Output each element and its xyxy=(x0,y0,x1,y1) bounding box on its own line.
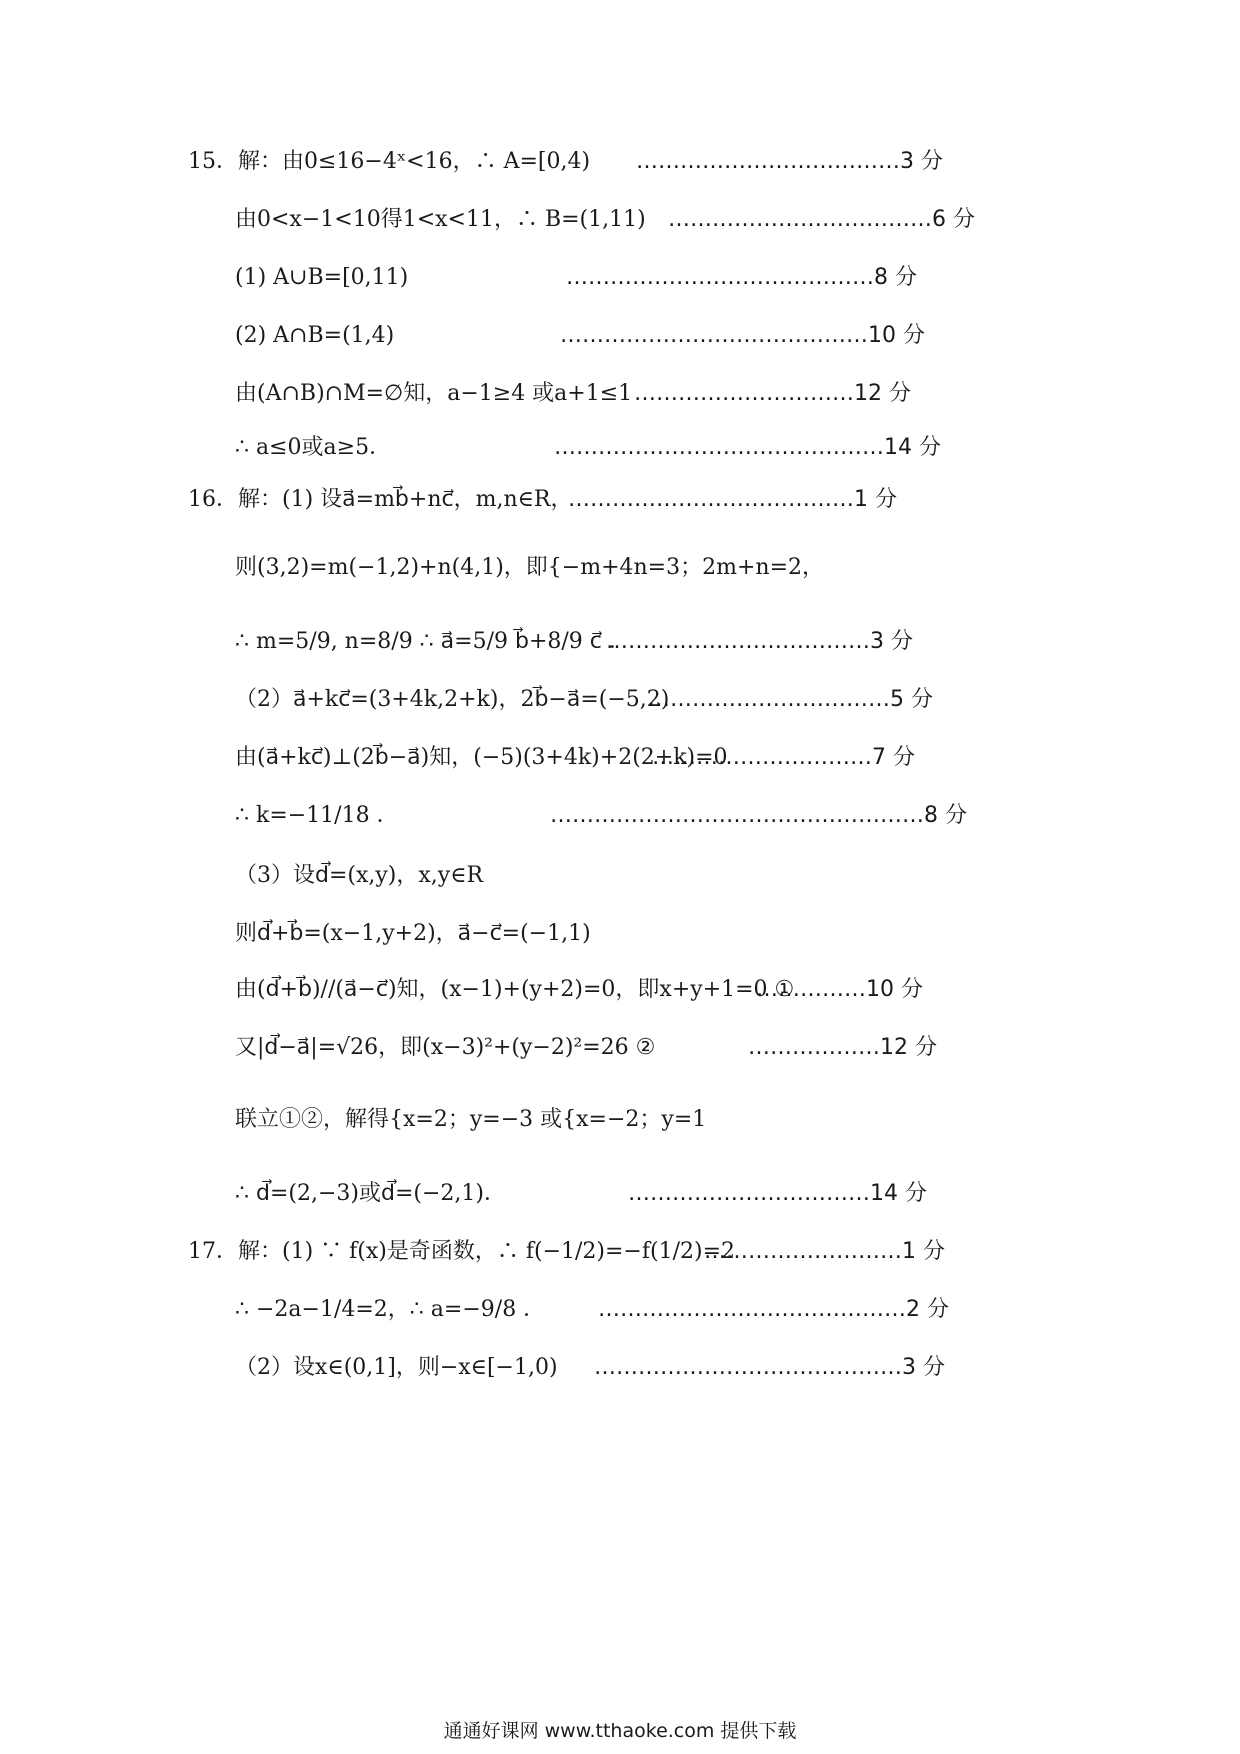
solution-text: (2) A∩B=(1,4) xyxy=(235,323,395,348)
score-marker: ……………………………5 分 xyxy=(648,687,933,712)
solution-line-16-12 xyxy=(0,1174,1240,1214)
score-marker: ……………………………………8 分 xyxy=(566,265,917,290)
solution-text: ∴ d⃗=(2,−3)或d⃗=(−2,1)． xyxy=(235,1181,506,1206)
score-marker: …………………………12 分 xyxy=(634,381,911,406)
solution-line-15-6 xyxy=(0,428,1240,468)
score-marker: ………………………1 分 xyxy=(704,1239,945,1264)
solution-text: 联立①②，解得{x=2；y=−3 或{x=−2；y=1 xyxy=(235,1107,707,1132)
solution-line-16-8 xyxy=(0,914,1240,954)
solution-line-16-10 xyxy=(0,1028,1240,1068)
solution-line-15-5 xyxy=(0,374,1240,414)
score-marker: …………………………7 分 xyxy=(652,745,915,770)
solution-text: （2）设x∈(0,1]，则−x∈[−1,0) xyxy=(235,1355,558,1380)
solution-line-15-4 xyxy=(0,316,1240,356)
score-marker: ………………………………………14 分 xyxy=(554,435,941,460)
solution-text: 由(d⃗+b⃗)//(a⃗−c⃗)知，(x−1)+(y+2)=0，即x+y+1=0 ① xyxy=(235,977,795,1002)
solution-line-16-7 xyxy=(0,856,1240,896)
solution-line-16-9 xyxy=(0,970,1240,1010)
score-marker: ……………………………………………8 分 xyxy=(550,803,967,828)
solution-line-17-1 xyxy=(0,1232,1240,1272)
solution-text: 则d⃗+b⃗=(x−1,y+2)，a⃗−c⃗=(−1,1) xyxy=(235,921,591,946)
solution-text: 由(A∩B)∩M=∅知，a−1≥4 或a+1≤1 xyxy=(235,381,633,406)
solution-line-16-4 xyxy=(0,680,1240,720)
score-marker: ……………10 分 xyxy=(756,977,923,1002)
score-marker: ………………………………3 分 xyxy=(606,629,913,654)
score-marker: ……………………………………2 分 xyxy=(598,1297,949,1322)
solution-text: 16．解：(1) 设a⃗=mb⃗+nc⃗，m,n∈R， xyxy=(188,487,573,512)
solution-text: ∴ k=−11/18 ． xyxy=(235,803,399,828)
solution-line-16-5 xyxy=(0,738,1240,778)
solution-text: （3）设d⃗=(x,y)，x,y∈R xyxy=(235,863,484,888)
solution-text: 17．解：(1) ∵ f(x)是奇函数，∴ f(−1/2)=−f(1/2)=2 xyxy=(188,1239,736,1264)
score-marker: ……………………………14 分 xyxy=(628,1181,927,1206)
page-footer: 通通好课网 www.tthaoke.com 提供下载 xyxy=(443,1720,797,1742)
solution-text: (1) A∪B=[0,11) xyxy=(235,265,409,290)
solution-line-17-2 xyxy=(0,1290,1240,1330)
solution-text: 由0<x−1<10得1<x<11，∴ B=(1,11) xyxy=(235,207,646,232)
solution-line-16-1 xyxy=(0,480,1240,520)
solution-line-17-3 xyxy=(0,1348,1240,1388)
solution-line-15-1 xyxy=(0,142,1240,182)
score-marker: ………………………………3 分 xyxy=(636,149,943,174)
score-marker: ……………………………………10 分 xyxy=(560,323,925,348)
score-marker: ………………………………6 分 xyxy=(668,207,975,232)
score-marker: …………………………………1 分 xyxy=(568,487,897,512)
solution-text: ∴ m=5/9, n=8/9 ∴ a⃗=5/9 b⃗+8/9 c⃗ ． xyxy=(235,629,631,654)
solution-text: 由(a⃗+kc⃗)⊥(2b⃗−a⃗)知，(−5)(3+4k)+2(2+k)=0 xyxy=(235,745,728,770)
solution-text: ∴ −2a−1/4=2，∴ a=−9/8 ． xyxy=(235,1297,546,1322)
score-marker: ……………………………………3 分 xyxy=(594,1355,945,1380)
solution-line-16-2 xyxy=(0,548,1240,588)
solution-text: 则(3,2)=m(−1,2)+n(4,1)，即{−m+4n=3；2m+n=2， xyxy=(235,555,825,580)
solution-line-16-11 xyxy=(0,1100,1240,1140)
solution-line-15-3 xyxy=(0,258,1240,298)
solution-text: ∴ a≤0或a≥5． xyxy=(235,435,392,460)
solution-text: （2）a⃗+kc⃗=(3+4k,2+k)，2b⃗−a⃗=(−5,2) xyxy=(235,687,670,712)
score-marker: ………………12 分 xyxy=(748,1035,937,1060)
solution-text: 又|d⃗−a⃗|=√26，即(x−3)²+(y−2)²=26 ② xyxy=(235,1035,656,1060)
solution-line-16-3 xyxy=(0,622,1240,662)
solution-line-15-2 xyxy=(0,200,1240,240)
solution-line-16-6 xyxy=(0,796,1240,836)
solution-text: 15．解：由0≤16−4ˣ<16，∴ A=[0,4) xyxy=(188,149,591,174)
